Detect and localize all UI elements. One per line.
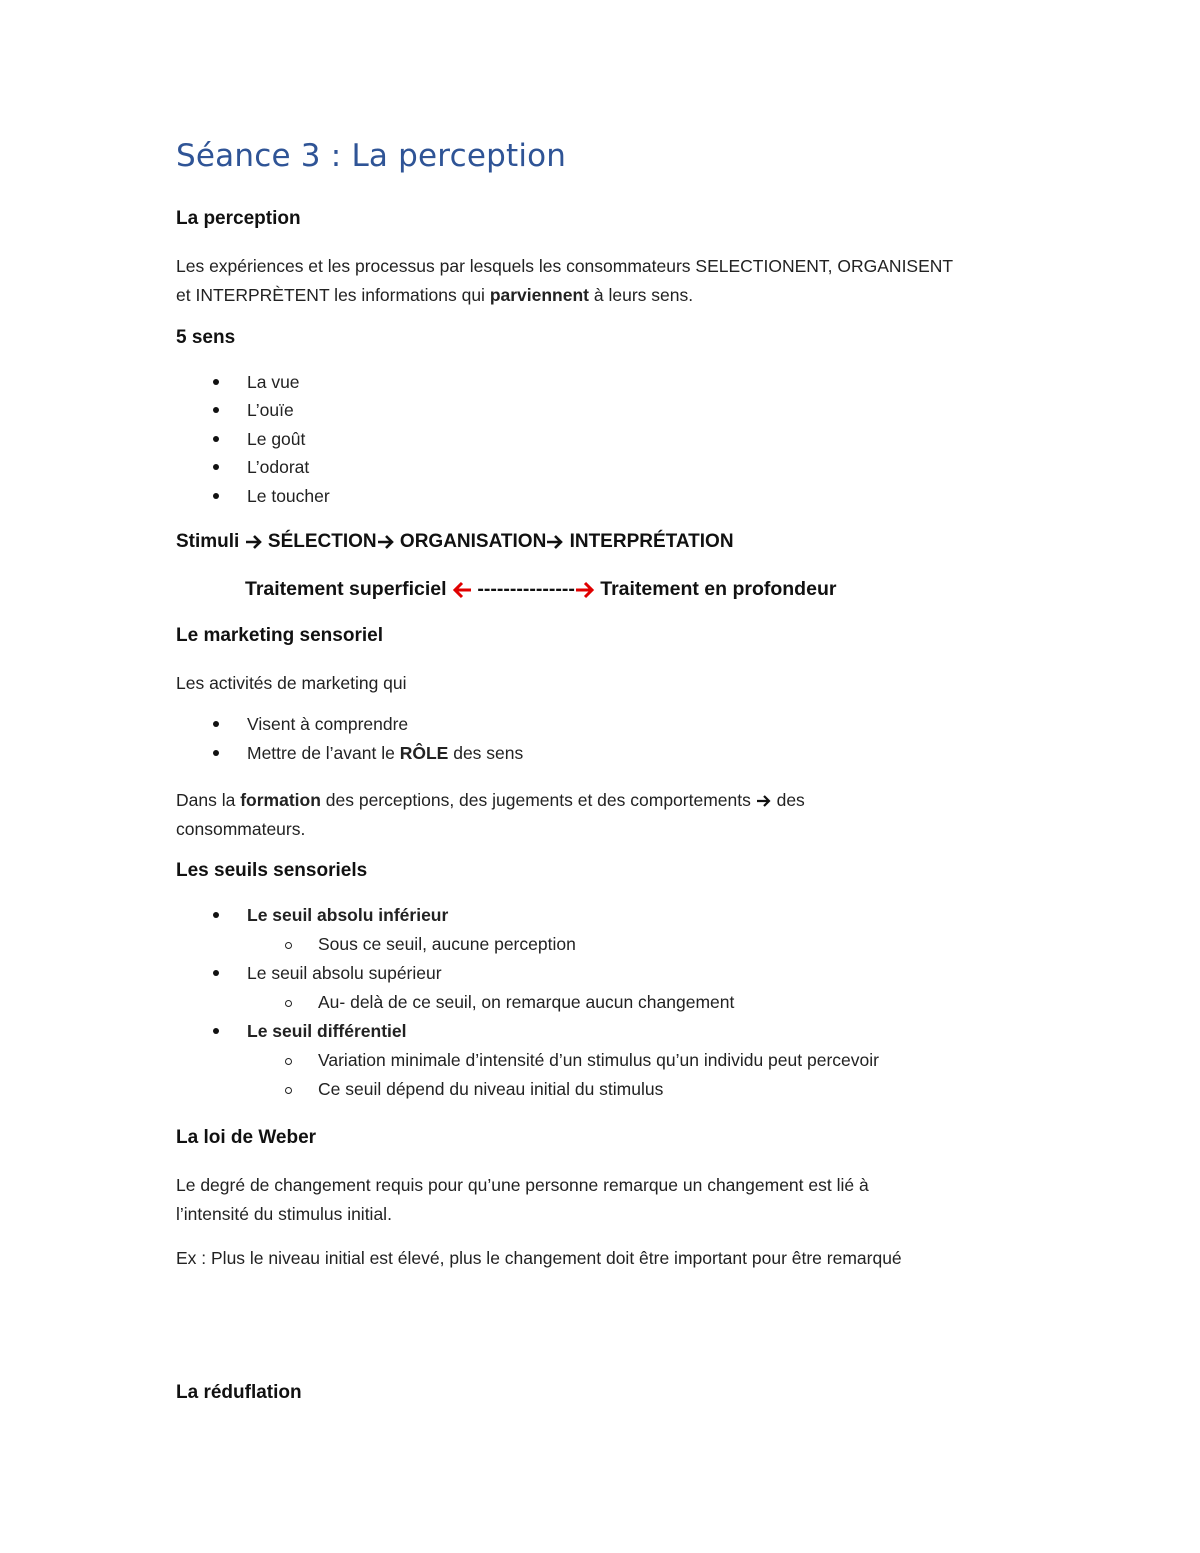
arrow-right-red-icon xyxy=(575,581,595,599)
list-item: Le seuil absolu inférieur xyxy=(247,905,449,925)
shallow-processing-label: Traitement superficiel xyxy=(245,578,447,600)
bullet-icon xyxy=(213,1028,219,1034)
bullet-icon xyxy=(213,493,219,499)
sub-list-item: Au- delà de ce seuil, on remarque aucun changement xyxy=(318,992,735,1012)
bullet-icon xyxy=(213,750,219,756)
bullet-icon xyxy=(213,912,219,918)
sub-list-item: Variation minimale d’intensité d’un stimulus qu’un individu peut percevoir xyxy=(318,1050,879,1070)
list-item: L’ouïe xyxy=(247,400,294,420)
perception-definition-line2 xyxy=(176,281,693,310)
bullet-icon xyxy=(213,970,219,976)
heading-5-sens: 5 sens xyxy=(176,327,236,348)
list-item xyxy=(247,743,523,764)
stimuli-flow xyxy=(176,531,734,553)
bold-run: RÔLE xyxy=(399,743,449,763)
bullet-icon xyxy=(213,721,219,727)
weber-line2: l’intensité du stimulus initial. xyxy=(176,1204,392,1224)
heading-reduflation: La réduflation xyxy=(176,1382,302,1403)
bold-run: parviennent xyxy=(489,285,590,305)
text-run: des xyxy=(771,790,805,810)
bullet-icon xyxy=(213,379,219,385)
arrow-right-icon xyxy=(756,794,772,808)
list-item: L’odorat xyxy=(247,457,310,477)
page-title: Séance 3 : La perception xyxy=(176,138,567,174)
flow-organisation: ORGANISATION xyxy=(399,531,547,552)
circle-bullet-icon xyxy=(285,1087,292,1094)
bullet-icon xyxy=(213,464,219,470)
arrow-right-icon xyxy=(546,534,564,550)
text-run: Dans la xyxy=(176,790,241,810)
perception-definition-line1: Les expériences et les processus par lesquels les consommateurs SELECTIONENT, ORGANISENT xyxy=(176,256,954,276)
text-run: des sens xyxy=(448,743,524,763)
list-item: Visent à comprendre xyxy=(247,714,409,734)
marketing-intro: Les activités de marketing qui xyxy=(176,673,407,693)
weber-example: Ex : Plus le niveau initial est élevé, plus le changement doit être important pour être remarqué xyxy=(176,1248,902,1268)
bold-run: formation xyxy=(240,790,321,810)
circle-bullet-icon xyxy=(285,1000,292,1007)
deep-processing-label: Traitement en profondeur xyxy=(600,578,837,600)
bullet-icon xyxy=(213,407,219,413)
sub-list-item: Ce seuil dépend du niveau initial du stimulus xyxy=(318,1079,664,1099)
heading-la-perception: La perception xyxy=(176,208,301,229)
list-item: Le toucher xyxy=(247,486,330,506)
dashes-separator: --------------- xyxy=(477,578,575,600)
circle-bullet-icon xyxy=(285,1058,292,1065)
sub-list-item: Sous ce seuil, aucune perception xyxy=(318,934,576,954)
processing-depth-line xyxy=(245,578,836,601)
text-run: des perceptions, des jugements et des comportements xyxy=(320,790,756,810)
arrow-right-icon xyxy=(377,534,395,550)
heading-marketing-sensoriel: Le marketing sensoriel xyxy=(176,625,383,646)
text-run: et INTERPRÈTENT les informations qui xyxy=(176,285,490,305)
marketing-paragraph-line1 xyxy=(176,786,805,815)
list-item: Le seuil différentiel xyxy=(247,1021,407,1041)
flow-selection: SÉLECTION xyxy=(267,531,377,552)
list-item: Le seuil absolu supérieur xyxy=(247,963,442,983)
arrow-right-icon xyxy=(245,534,263,550)
text-run: Mettre de l’avant le xyxy=(247,743,400,763)
bullet-icon xyxy=(213,436,219,442)
list-item: La vue xyxy=(247,372,300,392)
flow-interpretation: INTERPRÉTATION xyxy=(569,531,734,552)
circle-bullet-icon xyxy=(285,942,292,949)
text-run: à leurs sens. xyxy=(589,285,694,305)
weber-line1: Le degré de changement requis pour qu’une personne remarque un changement est lié à xyxy=(176,1175,869,1195)
flow-stimuli: Stimuli xyxy=(176,531,240,552)
marketing-paragraph-line2: consommateurs. xyxy=(176,819,306,839)
list-item: Le goût xyxy=(247,429,306,449)
heading-seuils-sensoriels: Les seuils sensoriels xyxy=(176,860,368,881)
heading-loi-de-weber: La loi de Weber xyxy=(176,1127,317,1148)
arrow-left-red-icon xyxy=(452,581,472,599)
